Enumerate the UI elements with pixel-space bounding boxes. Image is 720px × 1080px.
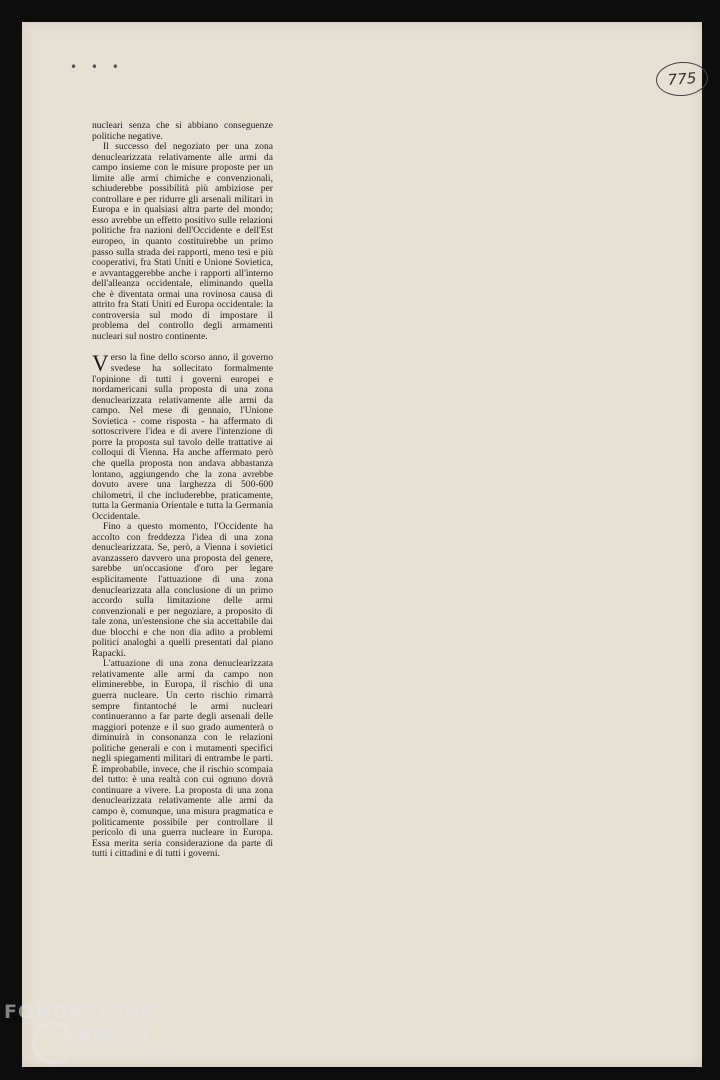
watermark-line-1: FONDAZIONE	[4, 1001, 156, 1023]
page-number: 775	[667, 69, 697, 89]
drop-cap: V	[92, 351, 109, 377]
punch-marks: • • •	[70, 60, 124, 74]
page-number-stamp	[655, 60, 709, 98]
paragraph-4: Fino a questo momento, l'Occidente ha accolto con freddezza l'idea di una zona denuclearizzata. Se, però, a Vienna i sovietici avanzassero davvero una proposta del genere, sarebbe un'occasione d'oro per legare esplicitamente l'attuazione di una zona denuclearizzata alla conclusione di un primo accordo sulla limitazione delle armi convenzionali e per negoziare, a proposito di tale zona, un'estensione che sia accettabile dai due blocchi e che non dia adito a problemi politici analoghi a quelli presentati dal piano Rapacki.	[92, 521, 273, 659]
paragraph-5: L'attuazione di una zona denuclearizzata relativamente alle armi da campo non eliminerebbe, in Europa, il rischio di una guerra nucleare. Un certo rischio rimarrà sempre fintantoché le armi nucleari continueranno a far parte degli arsenali delle maggiori potenze e il suo grado aumenterà o diminuirà in consonanza con le relazioni politiche generali e con i mutamenti specifici negli spiegamenti militari di entrambe le parti. È improbabile, invece, che il rischio scompaia del tutto: è una realtà con cui ognuno dovrà continuare a vivere. La proposta di una zona denuclearizzata relativamente alle armi da campo è, comunque, una misura pragmatica e politicamente possibile per controllare il pericolo di una guerra nucleare in Europa. Essa merita seria considerazione da parte di tutti i cittadini e di tutti i governi.	[92, 658, 273, 860]
archive-watermark	[4, 1001, 184, 1073]
article-column	[92, 121, 273, 860]
paragraph-2: Il successo del negoziato per una zona denuclearizzata relativamente alle armi da campo insieme con le misure proposte per un limite alle armi chimiche e convenzionali, schiuderebbe possibilità più ambiziose per controllare e per ridurre gli arsenali militari in Europa e in qualsiasi altra parte del mondo; esso avrebbe un effetto positivo sulle relazioni politiche fra nazioni dell'Occidente e dell'Est europeo, in quanto costituirebbe un primo passo sulla strada dei rapporti, meno tesi e più cooperativi, fra Stati Uniti e Unione Sovietica, e avvantaggerebbe anche i rapporti all'interno dell'alleanza occidentale, eliminando quella che è diventata ormai una rovinosa causa di attrito fra Stati Uniti ed Europa occidentale: la controversia sul modo di impostare il problema del controllo degli armamenti nucleari sul nostro continente.	[92, 141, 273, 342]
watermark-sub: onlus	[146, 1051, 171, 1061]
paragraph-3-text: erso la fine dello scorso anno, il governo svedese ha sollecitato formalmente l'opinione di tutti i governi europei e nordamericani sulla proposta di una zona denuclearizzata relativamente alle armi da campo. Nel mese di gennaio, l'Unione Sovietica - come risposta - ha affermato di sottoscrivere l'idea e di avere l'intenzione di porre la proposta sul tavolo delle trattative ai colloqui di Vienna. Ha anche affermato però che quella proposta non andava abbastanza lontano, aggiungendo che la zona avrebbe dovuto avere una larghezza di 500-600 chilometri, il che includerebbe, praticamente, tutta la Germania Orientale e tutta la Germania Occidentale.	[92, 352, 273, 522]
watermark-line-2: RAMSCI	[62, 1025, 151, 1047]
paragraph-3	[92, 353, 273, 522]
paragraph-1: nucleari senza che si abbiano conseguenze politiche negative.	[92, 120, 273, 142]
